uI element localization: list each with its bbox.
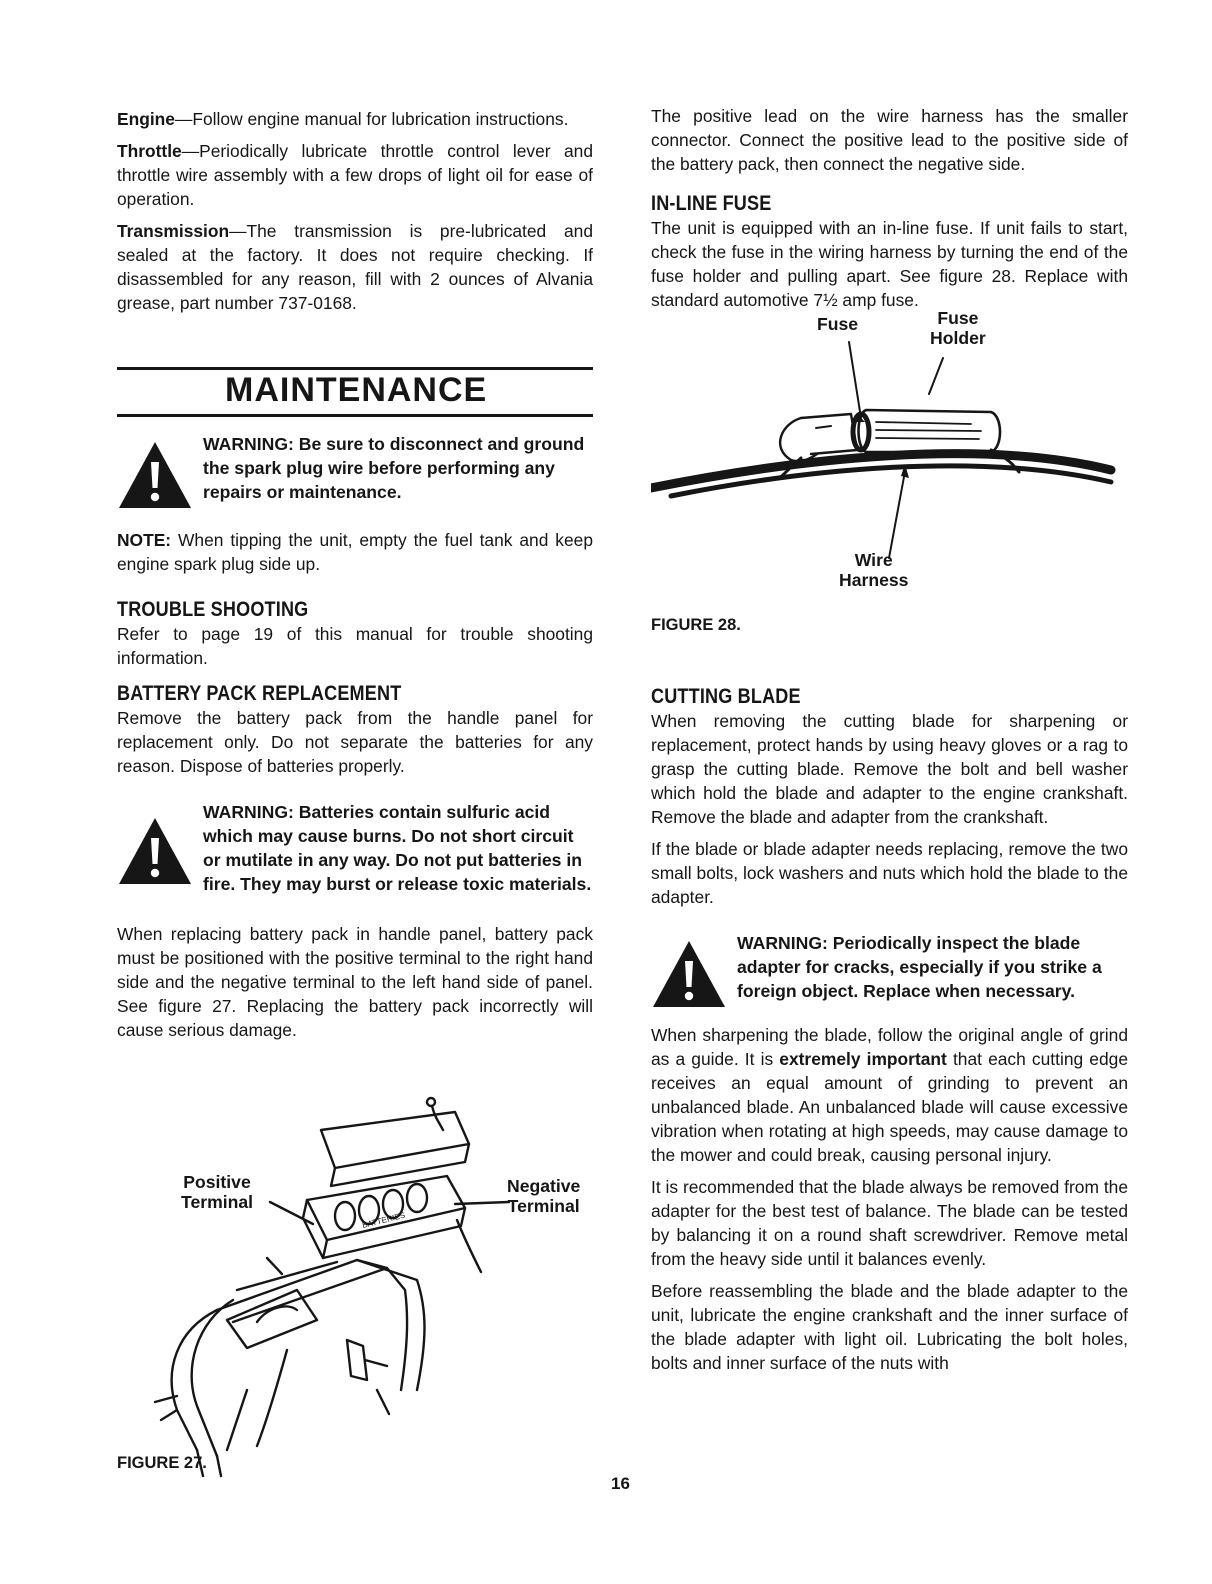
balance-text: It is recommended that the blade always be removed from the adapter for the best test of balance. The blade can be tested by balancing it on a round shaft screwdriver. Remove metal from the heavy side until it balances evenly. [651,1177,1128,1269]
sharpening-text: When sharpening the blade, follow the original angle of grind as a guide. It is extremely important that each cutting edge receives an equal amount of grinding to prevent an unbalanced blade. An unbalanced blade will cause excessive vibration when rotating at high speeds, may cause damage to the mower and could break, causing personal injury. [651,1025,1128,1165]
in-line-fuse-text: The unit is equipped with an in-line fuse. If unit fails to start, check the fuse in the wiring harness by turning the end of the fuse holder and pulling apart. See figure 28. Replace with standard automotive 7½ amp fuse. [651,218,1128,310]
cutting-blade-text-1: When removing the cutting blade for sharpening or replacement, protect hands by using heavy gloves or a rag to grasp the cutting blade. Remove the bolt and bell washer which hold the blade and adapter to the engine crankshaft. Remove the blade and adapter from the crankshaft. [651,711,1128,827]
warning-disconnect-text: WARNING: Be sure to disconnect and ground the spark plug wire before performing any repairs or maintenance. [203,434,585,502]
warning-triangle-icon [651,939,727,1009]
warning-triangle-icon [117,816,193,886]
page-number: 16 [611,1474,630,1493]
fuse-holder-label: Fuse Holder [930,308,986,348]
maintenance-title: MAINTENANCE [225,371,488,409]
battery-replacement-heading: BATTERY PACK REPLACEMENT [117,682,402,705]
trouble-shooting-text: Refer to page 19 of this manual for trouble shooting information. [117,624,593,668]
maintenance-rule-bottom [117,414,593,417]
in-line-fuse-heading: IN-LINE FUSE [651,192,772,215]
figure-27-caption: FIGURE 27. [117,1454,207,1472]
cutting-blade-text-2: If the blade or blade adapter needs replacing, remove the two small bolts, lock washers and nuts which hold the blade to the adapter. [651,839,1128,907]
throttle-paragraph: Throttle—Periodically lubricate throttle control lever and throttle wire assembly with a few drops of light oil for ease of operation. [117,141,593,209]
warning-batteries-text: WARNING: Batteries contain sulfuric acid which may cause burns. Do not short circuit or mutilate in any way. Do not put batteries in fire. They may burst or release toxic materials. [203,802,592,894]
fuse-label: Fuse [817,314,859,334]
figure-28-caption: FIGURE 28. [651,616,741,634]
transmission-paragraph: Transmission—The transmission is pre-lubricated and sealed at the factory. It does not require checking. If disassembled for any reason, fill with 2 ounces of Alvania grease, part number 737-0168. [117,221,593,313]
maintenance-header [117,367,593,432]
warning-disconnect [117,432,593,504]
battery-replacement-text: Remove the battery pack from the handle panel for replacement only. Do not separate the batteries for any reason. Dispose of batteries properly. [117,708,593,776]
warning-triangle-icon [117,440,193,510]
warning-blade-adapter-text: WARNING: Periodically inspect the blade adapter for cracks, especially if you strike a foreign object. Replace when necessary. [737,933,1102,1001]
figure-27 [117,1090,597,1480]
cutting-blade-heading: CUTTING BLADE [651,685,801,708]
figure-28 [651,308,1128,673]
left-column [117,107,593,1042]
trouble-shooting-heading: TROUBLE SHOOTING [117,598,309,621]
positive-lead-text: The positive lead on the wire harness has the smaller connector. Connect the positive lead to the positive side of the battery pack, then connect the negative side. [651,106,1128,174]
battery-pack-illustration [117,1090,597,1480]
batteries-label: BATTERIES [361,1210,407,1230]
positive-terminal-label: Positive Terminal [181,1172,254,1212]
warning-blade-adapter [651,931,1128,1003]
engine-paragraph: Engine—Follow engine manual for lubrication instructions. [117,109,569,129]
negative-terminal-label: Negative Terminal [507,1176,581,1216]
warning-batteries [117,800,593,896]
replace-battery-text: When replacing battery pack in handle panel, battery pack must be positioned with the positive terminal to the right hand side and the negative terminal to the left hand side of panel. See figure 27. Replacing the battery pack incorrectly will cause serious damage. [117,924,593,1040]
note-paragraph: NOTE: When tipping the unit, empty the fuel tank and keep engine spark plug side up. [117,530,593,574]
reassemble-text: Before reassembling the blade and the blade adapter to the unit, lubricate the engine crankshaft and the inner surface of the blade adapter with light oil. Lubricating the bolt holes, bolts and inner surface of the nuts with [651,1281,1128,1373]
maintenance-rule-top [117,367,593,370]
wire-harness-label: Wire Harness [839,550,909,590]
right-column [651,104,1128,1375]
